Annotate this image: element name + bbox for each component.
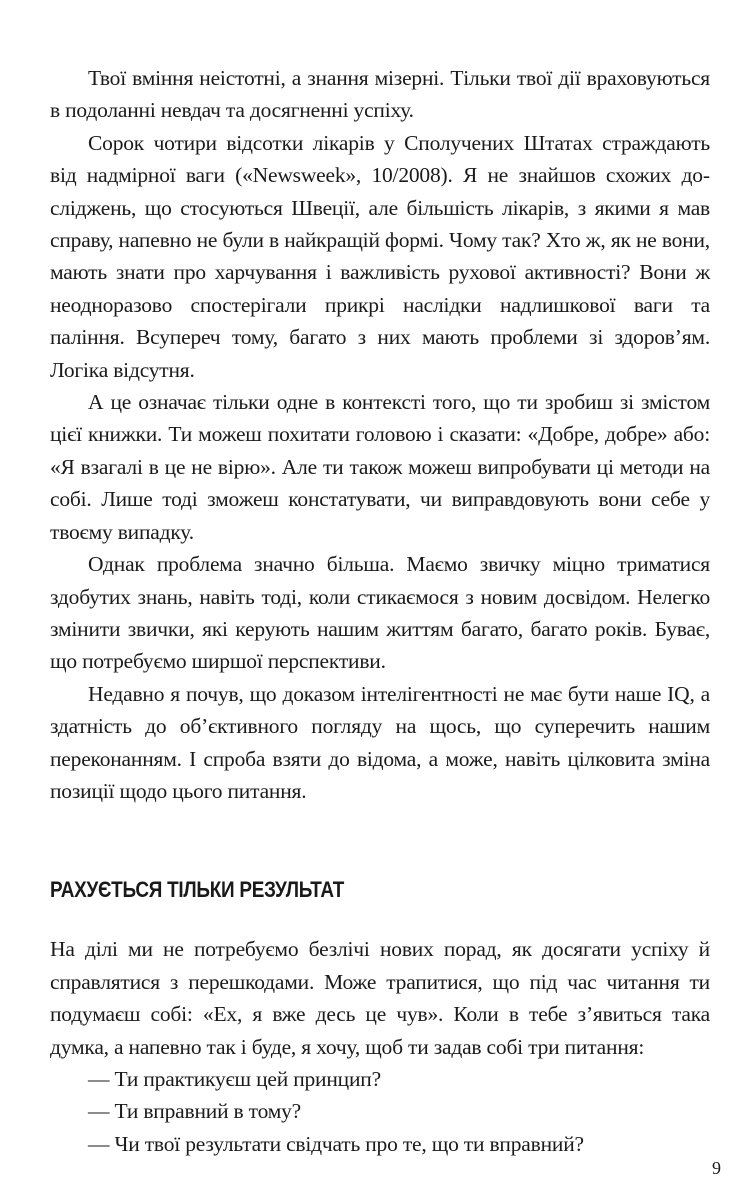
section-intro-paragraph: На ділі ми не потребуємо безлічі нових порад, як досягати успіху й справлятися з перешкодами. Може трапитися, що під час читання ти подумаєш собі: «Ех, я вже десь це чув». Коли в тебе з’явиться така думка, а напевно так і буде, я хочу, щоб ти задав собі три питання: [50,937,710,1059]
questions-list [50,1063,710,1160]
page-number: 9 [712,1158,721,1178]
list-item: — Чи твої результати свідчать про те, що ти вправний? [88,1131,584,1156]
list-item: — Ти практикуєш цей принцип? [88,1066,381,1091]
paragraph-habits: Однак проблема значно більша. Маємо звичку міцно триматися здобутих знань, навіть тоді, коли стикаємося з новим досвідом. Нелегко змінити звички, які керують нашим життям багато, багато років. Буває, що потребуємо ширшої перспективи. [50,552,710,674]
paragraph-intelligence: Недавно я почув, що доказом інтелігентності не має бути наше IQ, а здатність до об’єктивного погляду на щось, що суперечить нашим переконанням. І спроба взяти до відома, а може, навіть цілковита зміна позиції щодо цього питання. [50,681,710,803]
section-heading: РАХУЄТЬСЯ ТІЛЬКИ РЕЗУЛЬТАТ [50,877,345,903]
page-body [50,62,710,1160]
paragraph-skills: Твої вміння неістотні, а знання мізерні. Тільки твої дії враховуються в подоланні невдач та досягненні успіху. [50,66,710,123]
paragraph-book-content: А це означає тільки одне в контексті того, що ти зробиш зі змістом цієї книжки. Ти можеш похитати головою і сказати: «Добре, добре» або: «Я взагалі в це не вірю». Але ти також можеш випробувати ці методи на собі. Лише тоді зможеш констатувати, чи виправдовують вони себе у твоєму випадку. [50,390,710,544]
list-item: — Ти вправний в тому? [88,1099,302,1124]
paragraph-doctors: Сорок чотири відсотки лікарів у Сполучених Штатах страждають від надмірної ваги («Newsweek», 10/2008). Я не знайшов схожих досліджень, що стосуються Швеції, але більшість лікарів, з якими я мав справу, напевно не були в найкращій формі. Чому так? Хто ж, як не вони, мають знати про харчування і важливість рухової активності? Вони ж неодноразово спостерігали прикрі наслідки надлишкової ваги та паління. Всупереч тому, багато з них мають проблеми зі здоров’ям. Логіка відсутня. [50,130,710,382]
